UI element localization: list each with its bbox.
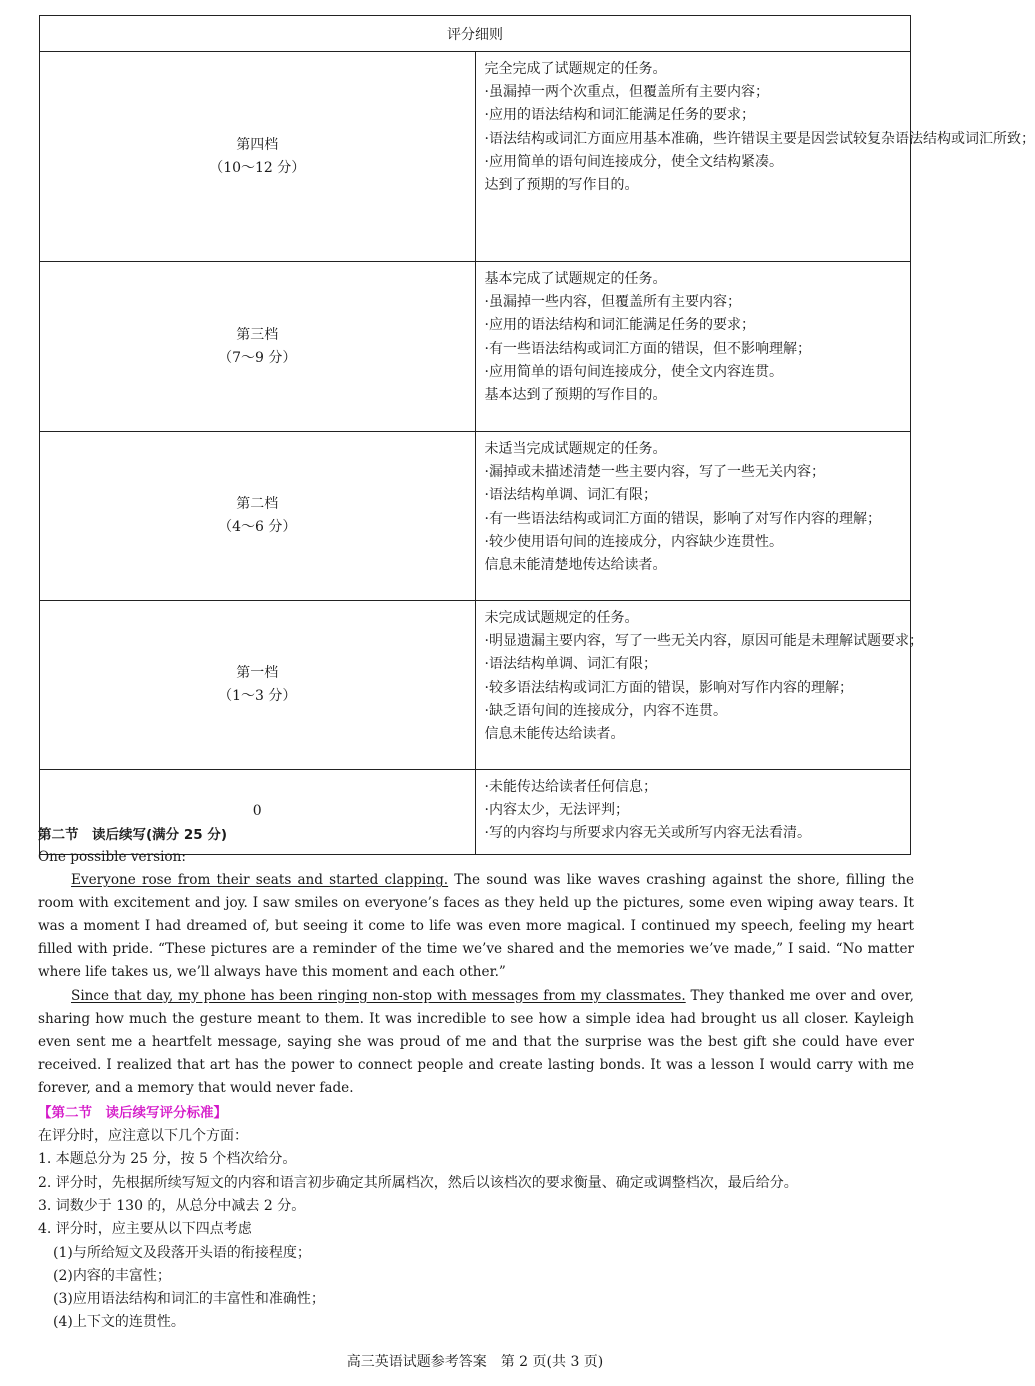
standard-item: 4. 评分时，应主要从以下四点考虑 xyxy=(38,1221,252,1238)
desc-line: ·应用简单的语句间连接成分，使全文结构紧凑。 xyxy=(484,153,783,170)
level-name: 第三档 xyxy=(236,326,279,343)
paragraph-opening-sentence: Everyone rose from their seats and started clapping. xyxy=(71,872,449,889)
level-range: （1～3 分） xyxy=(218,688,297,704)
standard-intro: 在评分时，应注意以下几个方面： xyxy=(38,1128,248,1145)
level-name: 第二档 xyxy=(236,496,279,512)
level-description xyxy=(475,432,911,601)
level-cell xyxy=(40,601,476,770)
desc-line: 未完成试题规定的任务。 xyxy=(484,610,639,626)
standard-item: 1. 本题总分为 25 分，按 5 个档次给分。 xyxy=(38,1151,297,1168)
level-cell xyxy=(40,262,476,432)
desc-line: ·内容太少，无法评判； xyxy=(484,802,629,819)
desc-line: 完全完成了试题规定的任务。 xyxy=(484,61,667,77)
scoring-standard xyxy=(38,1125,914,1335)
standard-subitem: (4)上下文的连贯性。 xyxy=(53,1314,185,1331)
page-footer: 高三英语试题参考答案 第 2 页(共 3 页) xyxy=(346,1354,604,1370)
desc-line: ·有一些语法结构或词汇方面的错误，影响了对写作内容的理解； xyxy=(484,510,881,527)
level-name: 第一档 xyxy=(236,665,279,681)
rubric-row-level3 xyxy=(40,262,911,432)
section-two xyxy=(38,824,914,1335)
desc-line: 基本完成了试题规定的任务。 xyxy=(484,271,667,287)
standard-item: 2. 评分时，先根据所续写短文的内容和语言初步确定其所属档次，然后以该档次的要求衡量、确定或调整档次，最后给分。 xyxy=(38,1174,798,1191)
standard-item: 3. 词数少于 130 的，从总分中减去 2 分。 xyxy=(38,1197,306,1214)
rubric-row-level1 xyxy=(40,601,911,770)
rubric-table xyxy=(39,15,1035,855)
desc-line: ·语法结构单调、词汇有限； xyxy=(484,487,657,504)
desc-line: ·较少使用语句间的连接成分，内容缺少连贯性。 xyxy=(484,533,783,550)
desc-line: ·未能传达给读者任何信息； xyxy=(484,779,657,795)
rubric-row-level4 xyxy=(40,52,911,262)
desc-line: ·应用简单的语句间连接成分，使全文内容连贯。 xyxy=(484,363,783,380)
desc-line: ·语法结构或词汇方面应用基本准确，些许错误主要是因尝试较复杂语法结构或词汇所致； xyxy=(484,130,1035,147)
desc-line: ·虽漏掉一些内容，但覆盖所有主要内容； xyxy=(484,294,741,311)
desc-line: 信息未能清楚地传达给读者。 xyxy=(484,557,667,574)
desc-line: ·写的内容均与所要求内容无关或所写内容无法看清。 xyxy=(484,825,811,842)
desc-line: ·缺乏语句间的连接成分，内容不连贯。 xyxy=(484,702,727,719)
standard-subitem: (2)内容的丰富性； xyxy=(53,1267,171,1284)
desc-line: ·明显遗漏主要内容，写了一些无关内容，原因可能是未理解试题要求； xyxy=(484,633,923,650)
desc-line: ·语法结构单调、词汇有限； xyxy=(484,656,657,673)
paragraph-body: They thanked me over and over, sharing how much the gesture meant to them. It was incredible to see how a simple idea had brought us all closer. Kayleigh even sent me a heartfelt message, saying she was proud of me and that the surprise was the best gift she could have ever received. I realized that art has the power to connect people and create lasting bonds. It was a lesson I would carry with me forever, and a memory that would never fade. xyxy=(38,987,914,1096)
desc-line: ·虽漏掉一两个次重点，但覆盖所有主要内容； xyxy=(484,84,769,101)
paragraph-opening-sentence: Since that day, my phone has been ringing non-stop with messages from my classmates. xyxy=(71,987,686,1004)
essay-paragraph-1 xyxy=(38,869,914,984)
level-range: （10～12 分） xyxy=(209,159,306,176)
level-description xyxy=(475,52,1035,262)
level-name: 0 xyxy=(252,803,262,820)
level-cell xyxy=(40,52,476,262)
level-range: （4～6 分） xyxy=(218,519,297,535)
level-description xyxy=(475,601,923,770)
scoring-standard-title: 【第二节 读后续写评分标准】 xyxy=(38,1105,227,1122)
standard-subitem: (1)与所给短文及段落开头语的衔接程度； xyxy=(53,1244,311,1261)
desc-line: 未适当完成试题规定的任务。 xyxy=(484,441,667,457)
desc-line: ·较多语法结构或词汇方面的错误，影响对写作内容的理解； xyxy=(484,679,853,696)
standard-subitem: (3)应用语法结构和词汇的丰富性和准确性； xyxy=(53,1291,325,1308)
desc-line: ·有一些语法结构或词汇方面的错误，但不影响理解； xyxy=(484,340,811,357)
desc-line: ·应用的语法结构和词汇能满足任务的要求； xyxy=(484,107,755,124)
desc-line: 达到了预期的写作目的。 xyxy=(484,177,639,194)
level-range: （7～9 分） xyxy=(218,349,297,366)
paragraph-body: The sound was like waves crashing against the shore, filling the room with excitement and joy. I saw smiles on everyone’s faces as they held up the pictures, some even wiping away tears. It was a moment I had dreamed of, but seeing it come to life was even more magical. I continued my speech, feeling my heart filled with pride. “These pictures are a reminder of the time we’ve shared and the memories we’ve made,” I said. “No matter where life takes us, we’ll always have this moment and each other.” xyxy=(38,872,914,981)
version-label: One possible version: xyxy=(38,849,186,865)
rubric-header: 评分细则 xyxy=(40,16,911,52)
desc-line: ·漏掉或未描述清楚一些主要内容，写了一些无关内容； xyxy=(484,464,825,481)
essay-paragraph-2 xyxy=(38,985,914,1100)
desc-line: 基本达到了预期的写作目的。 xyxy=(484,387,667,404)
rubric-row-level2 xyxy=(40,432,911,601)
desc-line: ·应用的语法结构和词汇能满足任务的要求； xyxy=(484,317,755,334)
section-title: 第二节 读后续写(满分 25 分) xyxy=(38,827,228,843)
level-name: 第四档 xyxy=(236,136,279,153)
level-cell xyxy=(40,432,476,601)
level-description xyxy=(475,262,911,432)
desc-line: 信息未能传达给读者。 xyxy=(484,726,625,743)
